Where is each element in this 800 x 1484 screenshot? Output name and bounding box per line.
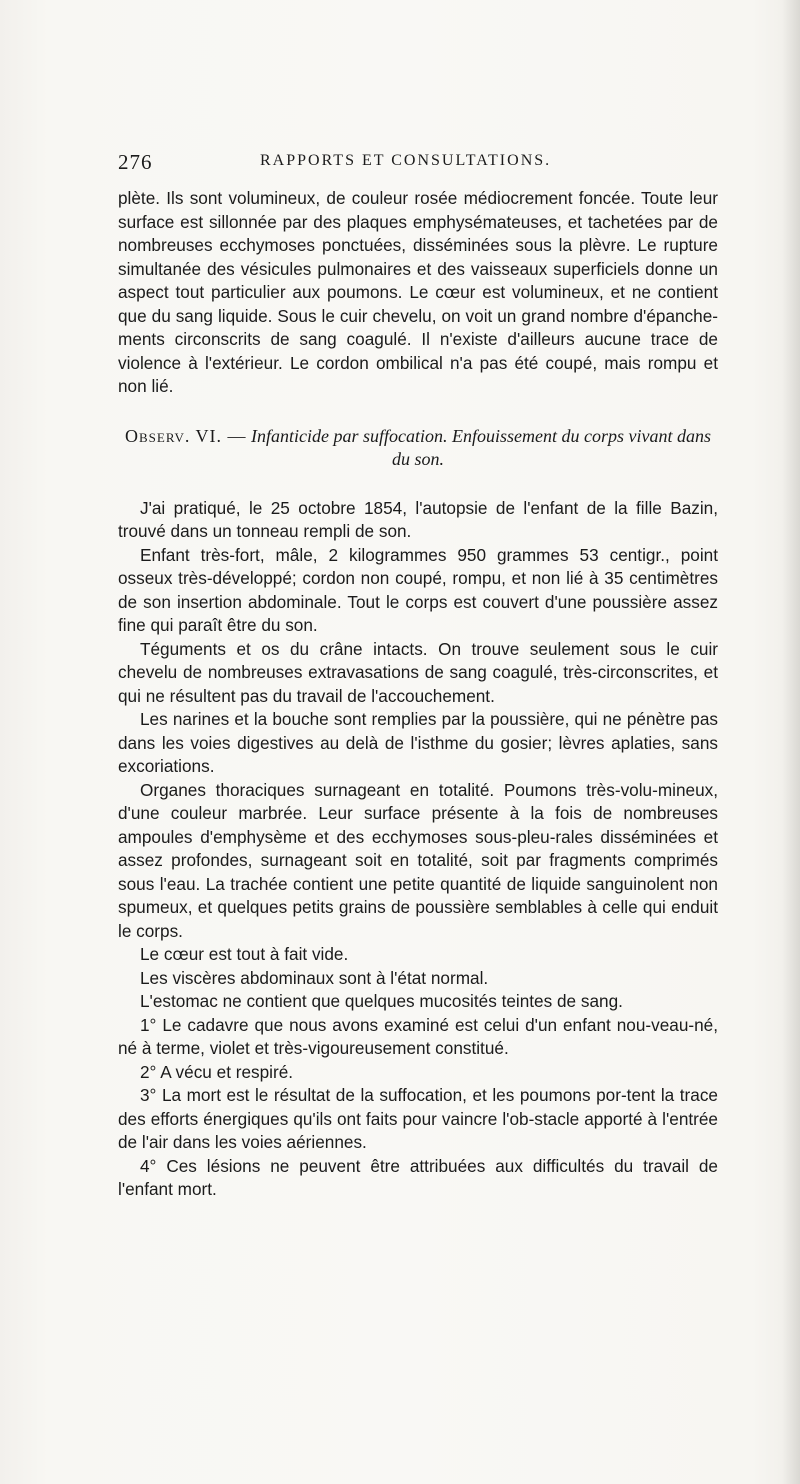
paragraph-continuation: plète. Ils sont volumineux, de couleur rosée médiocrement foncée. Toute leur surface est sillonnée par des plaques emphysémateuses, et tachetées par de nombreuses ecchymoses ponctuées, disséminées sous la plèvre. Le rupture simultanée des vésicules pulmonaires et des vaisseaux superficiels donne un aspect tout particulier aux poumons. Le cœur est volumineux, et ne contient que du sang liquide. Sous le cuir chevelu, on voit un grand nombre d'épanche-ments circonscrits de sang coagulé. Il n'existe d'ailleurs aucune trace de violence à l'extérieur. Le cordon ombilical n'a pas été coupé, mais rompu et non lié.	[118, 188, 718, 396]
running-head: RAPPORTS ET CONSULTATIONS.	[260, 152, 552, 169]
paragraph: J'ai pratiqué, le 25 octobre 1854, l'autopsie de l'enfant de la fille Bazin, trouvé dans un tonneau rempli de son.	[118, 497, 718, 541]
paragraph: Téguments et os du crâne intacts. On trouve seulement sous le cuir chevelu de nombreuses extravasations de sang coagulé, très-circonscrites, et qui ne résultent pas du travail de l'accouchement.	[118, 638, 718, 706]
paragraph: Organes thoraciques surnageant en totalité. Poumons très-volu-mineux, d'une couleur marbrée. Leur surface présente à la fois de nombreuses ampoules d'emphysème et des ecchymoses sous-pleu-rales disséminées et assez profondes, surnageant soit en totalité, soit par fragments comprimés sous l'eau. La trachée contient une petite quantité de liquide sanguinolent non spumeux, et quelques petits grains de poussière semblables à celle qui enduit le corps.	[118, 779, 718, 941]
paragraph: Les narines et la bouche sont remplies par la poussière, qui ne pénètre pas dans les voies digestives au delà de l'isthme du gosier; lèvres aplaties, sans excoriations.	[118, 709, 718, 776]
observation-title: Infanticide par suffocation. Enfouissement du corps vivant dans du son.	[251, 425, 711, 469]
conclusion-item: 2° A vécu et respiré.	[140, 1061, 294, 1082]
body-text	[118, 187, 718, 1202]
paragraph: Le cœur est tout à fait vide.	[140, 944, 349, 964]
paragraph: Les viscères abdominaux sont à l'état normal.	[140, 967, 489, 988]
page-number: 276	[118, 150, 153, 174]
observation-label: Observ. VI. —	[125, 425, 247, 446]
paragraph: L'estomac ne contient que quelques mucosités teintes de sang.	[140, 991, 623, 1011]
page-edge-shadow	[782, 0, 800, 1484]
conclusion-item: 3° La mort est le résultat de la suffocation, et les poumons por-tent la trace des efforts énergiques qu'ils ont faits pour vaincre l'ob-stacle apporté à l'entrée de l'air dans les voies aériennes.	[118, 1085, 718, 1152]
conclusion-item: 4° Ces lésions ne peuvent être attribuées aux difficultés du travail de l'enfant mort.	[118, 1155, 718, 1199]
conclusion-item: 1° Le cadavre que nous avons examiné est celui d'un enfant nou-veau-né, né à terme, violet et très-vigoureusement constitué.	[118, 1014, 718, 1058]
observation-heading	[118, 425, 718, 471]
paragraph: Enfant très-fort, mâle, 2 kilogrammes 950 grammes 53 centigr., point osseux très-développé; cordon non coupé, rompu, et non lié à 35 centimètres de son insertion abdominale. Tout le corps est couvert d'une poussière assez fine qui paraît être du son.	[118, 544, 718, 635]
page-header	[118, 150, 718, 180]
